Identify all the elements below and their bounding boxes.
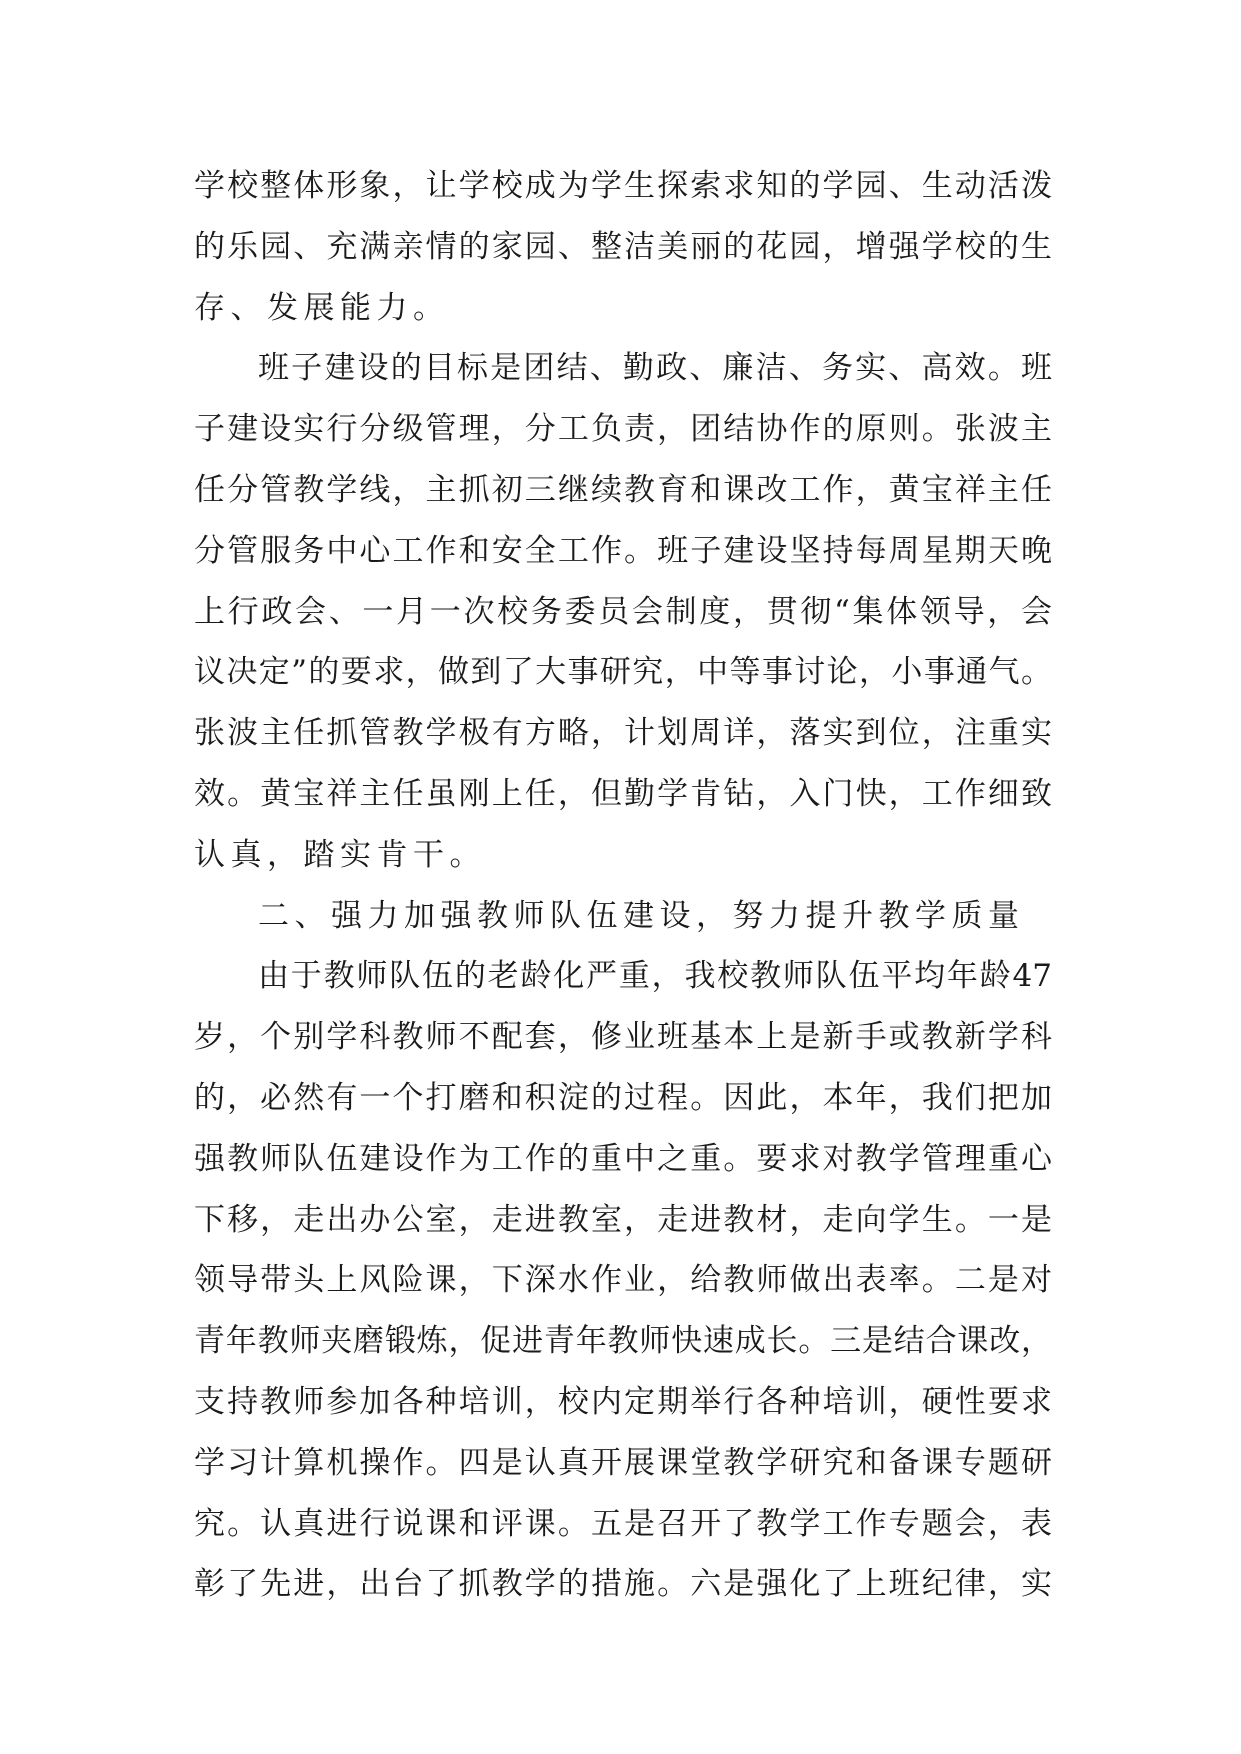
text-line: 支持教师参加各种培训，校内定期举行各种培训，硬性要求 <box>194 1383 1052 1420</box>
text-line: 任分管教学线，主抓初三继续教育和课改工作，黄宝祥主任 <box>194 471 1052 508</box>
text-line: 子建设实行分级管理，分工负责，团结协作的原则。张波主 <box>194 411 1052 448</box>
text-line: 分管服务中心工作和安全工作。班子建设坚持每周星期天晚 <box>194 532 1052 569</box>
text-line: 下移，走出办公室，走进教室，走进教材，走向学生。一是 <box>194 1201 1052 1238</box>
text-line: 的乐园、充满亲情的家园、整洁美丽的花园，增强学校的生 <box>194 228 1052 265</box>
text-line: 上行政会、一月一次校务委员会制度，贯彻“集体领导，会 <box>194 593 1052 630</box>
text-line: 领导带头上风险课，下深水作业，给教师做出表率。二是对 <box>194 1262 1052 1299</box>
text-line: 存、发展能力。 <box>194 289 450 326</box>
text-line: 议决定”的要求，做到了大事研究，中等事讨论，小事通气。 <box>194 654 1052 691</box>
text-line: 究。认真进行说课和评课。五是召开了教学工作专题会，表 <box>194 1505 1052 1542</box>
text-line: 青年教师夹磨锻炼，促进青年教师快速成长。三是结合课改， <box>194 1323 1052 1360</box>
text-line: 效。黄宝祥主任虽刚上任，但勤学肯钻，入门快，工作细致 <box>194 775 1052 812</box>
document-body <box>194 156 1052 1615</box>
text-line: 学校整体形象，让学校成为学生探索求知的学园、生动活泼 <box>194 168 1052 204</box>
text-line: 彰了先进，出台了抓教学的措施。六是强化了上班纪律，实 <box>194 1566 1052 1603</box>
text-line: 张波主任抓管教学极有方略，计划周详，落实到位，注重实 <box>194 715 1052 752</box>
text-line: 的，必然有一个打磨和积淀的过程。因此，本年，我们把加 <box>194 1079 1052 1116</box>
paragraph-first-line: 班子建设的目标是团结、勤政、廉洁、务实、高效。班 <box>258 350 1052 387</box>
text-line: 岁，个别学科教师不配套，修业班基本上是新手或教新学科 <box>194 1019 1052 1056</box>
section-heading: 二、强力加强教师队伍建设，努力提升教学质量 <box>258 897 1025 934</box>
text-line: 认真，踏实肯干。 <box>194 836 486 873</box>
text-line: 强教师队伍建设作为工作的重中之重。要求对教学管理重心 <box>194 1140 1052 1177</box>
text-line: 学习计算机操作。四是认真开展课堂教学研究和备课专题研 <box>194 1444 1052 1481</box>
paragraph-first-line: 由于教师队伍的老龄化严重，我校教师队伍平均年龄47 <box>258 958 1052 995</box>
